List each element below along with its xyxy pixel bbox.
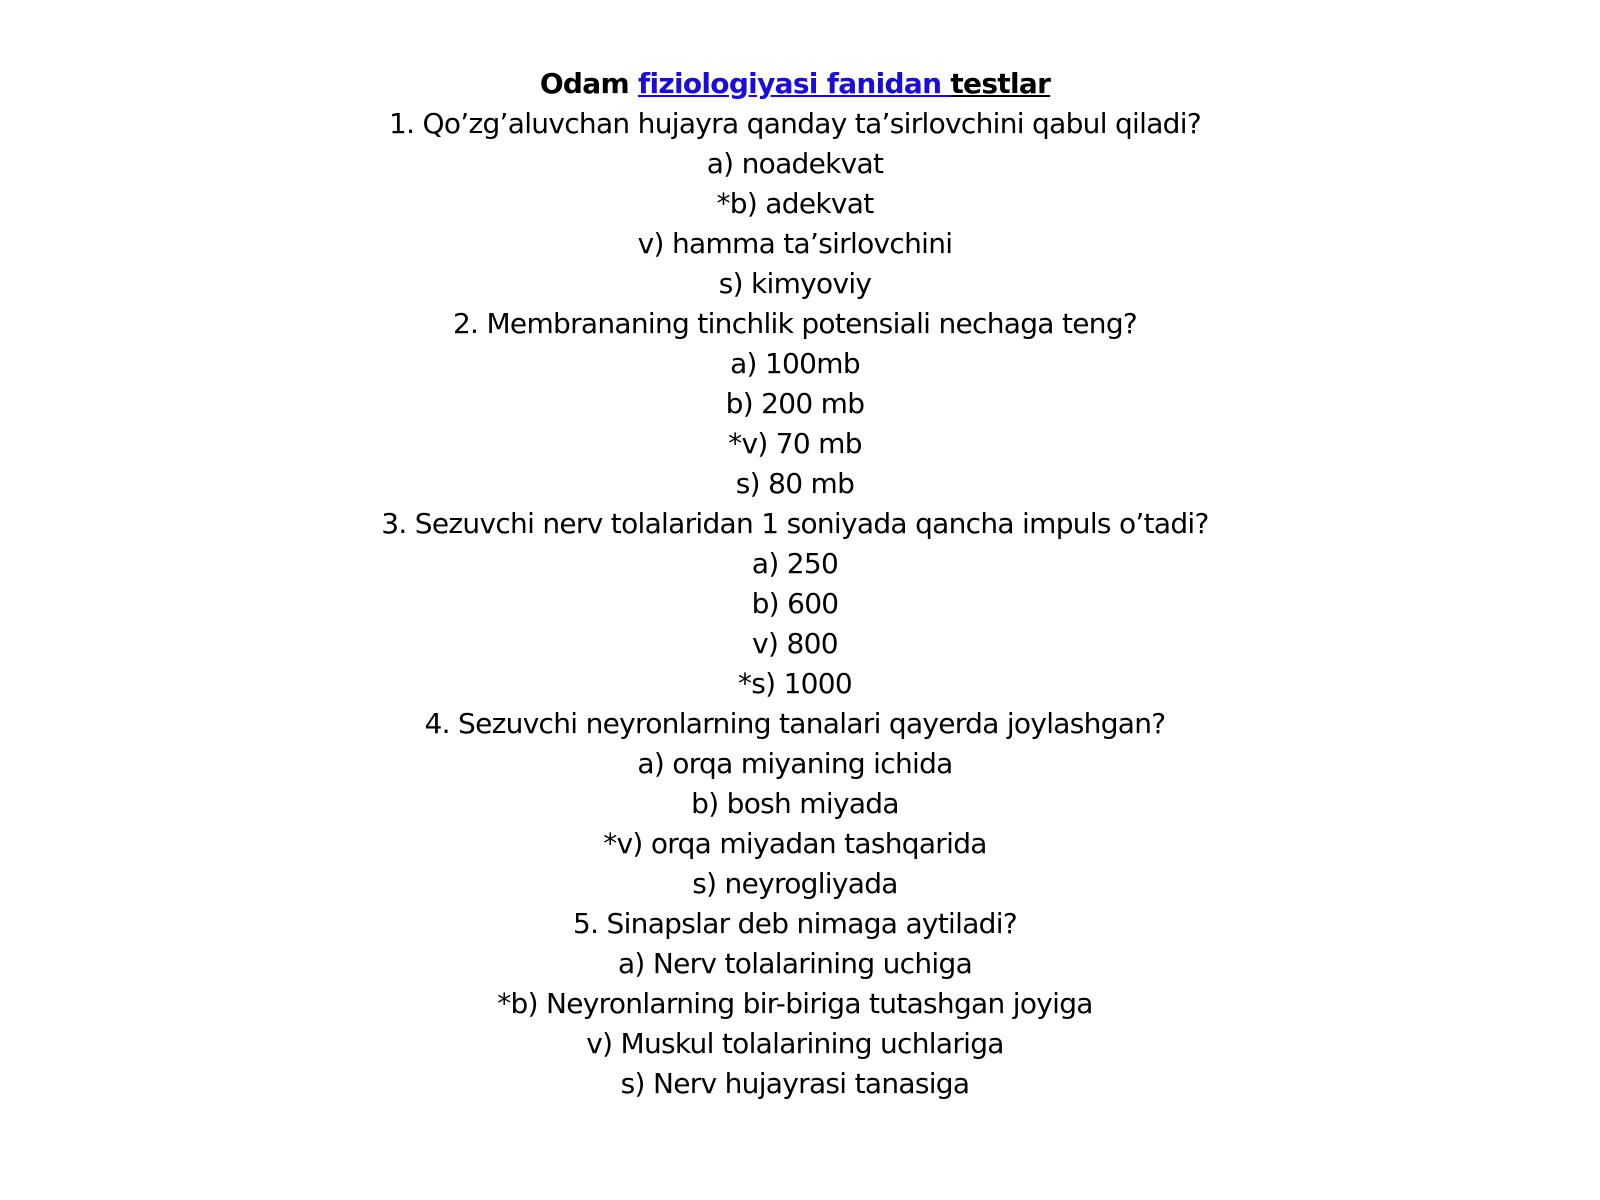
answer-option: v) Muskul tolalarining uchlariga (586, 1027, 1004, 1060)
answer-option: v) hamma ta’sirlovchini (637, 227, 953, 260)
answer-option: a) orqa miyaning ichida (637, 747, 953, 780)
title-text-end: testlar (950, 67, 1051, 100)
answer-option-correct: *v) orqa miyadan tashqarida (603, 827, 987, 860)
answer-option: a) noadekvat (706, 147, 884, 180)
question-text: 3. Sezuvchi nerv tolalaridan 1 soniyada qancha impuls o’tadi? (381, 507, 1209, 540)
answer-option: b) bosh miyada (691, 787, 899, 820)
answer-option: s) neyrogliyada (692, 867, 898, 900)
question-block-3 (0, 504, 1590, 704)
answer-option: a) 100mb (730, 347, 860, 380)
answer-option: b) 200 mb (725, 387, 865, 420)
answer-option: s) kimyoviy (718, 267, 872, 300)
title-hyperlink[interactable]: fiziologiyasi fanidan (637, 67, 951, 100)
question-text: 2. Membrananing tinchlik potensiali nechaga teng? (452, 307, 1138, 340)
question-block-2 (0, 304, 1590, 504)
title-text-start: Odam (539, 67, 638, 100)
question-text: 5. Sinapslar deb nimaga aytiladi? (573, 907, 1017, 940)
answer-option: a) 250 (751, 547, 839, 580)
document-page (0, 64, 1590, 1104)
question-block-5 (0, 904, 1590, 1104)
question-block-1 (0, 104, 1590, 304)
answer-option: s) 80 mb (735, 467, 855, 500)
question-text: 4. Sezuvchi neyronlarning tanalari qayerda joylashgan? (424, 707, 1166, 740)
answer-option: v) 800 (752, 627, 838, 660)
answer-option: a) Nerv tolalarining uchiga (617, 947, 973, 980)
document-title (0, 64, 1590, 104)
answer-option-correct: *b) adekvat (716, 187, 874, 220)
answer-option-correct: *s) 1000 (737, 667, 853, 700)
answer-option: s) Nerv hujayrasi tanasiga (620, 1067, 970, 1100)
question-text: 1. Qo’zg’aluvchan hujayra qanday ta’sirlovchini qabul qiladi? (389, 107, 1201, 140)
question-block-4 (0, 704, 1590, 904)
answer-option: b) 600 (751, 587, 839, 620)
answer-option-correct: *v) 70 mb (728, 427, 862, 460)
answer-option-correct: *b) Neyronlarning bir-biriga tutashgan joyiga (497, 987, 1093, 1020)
